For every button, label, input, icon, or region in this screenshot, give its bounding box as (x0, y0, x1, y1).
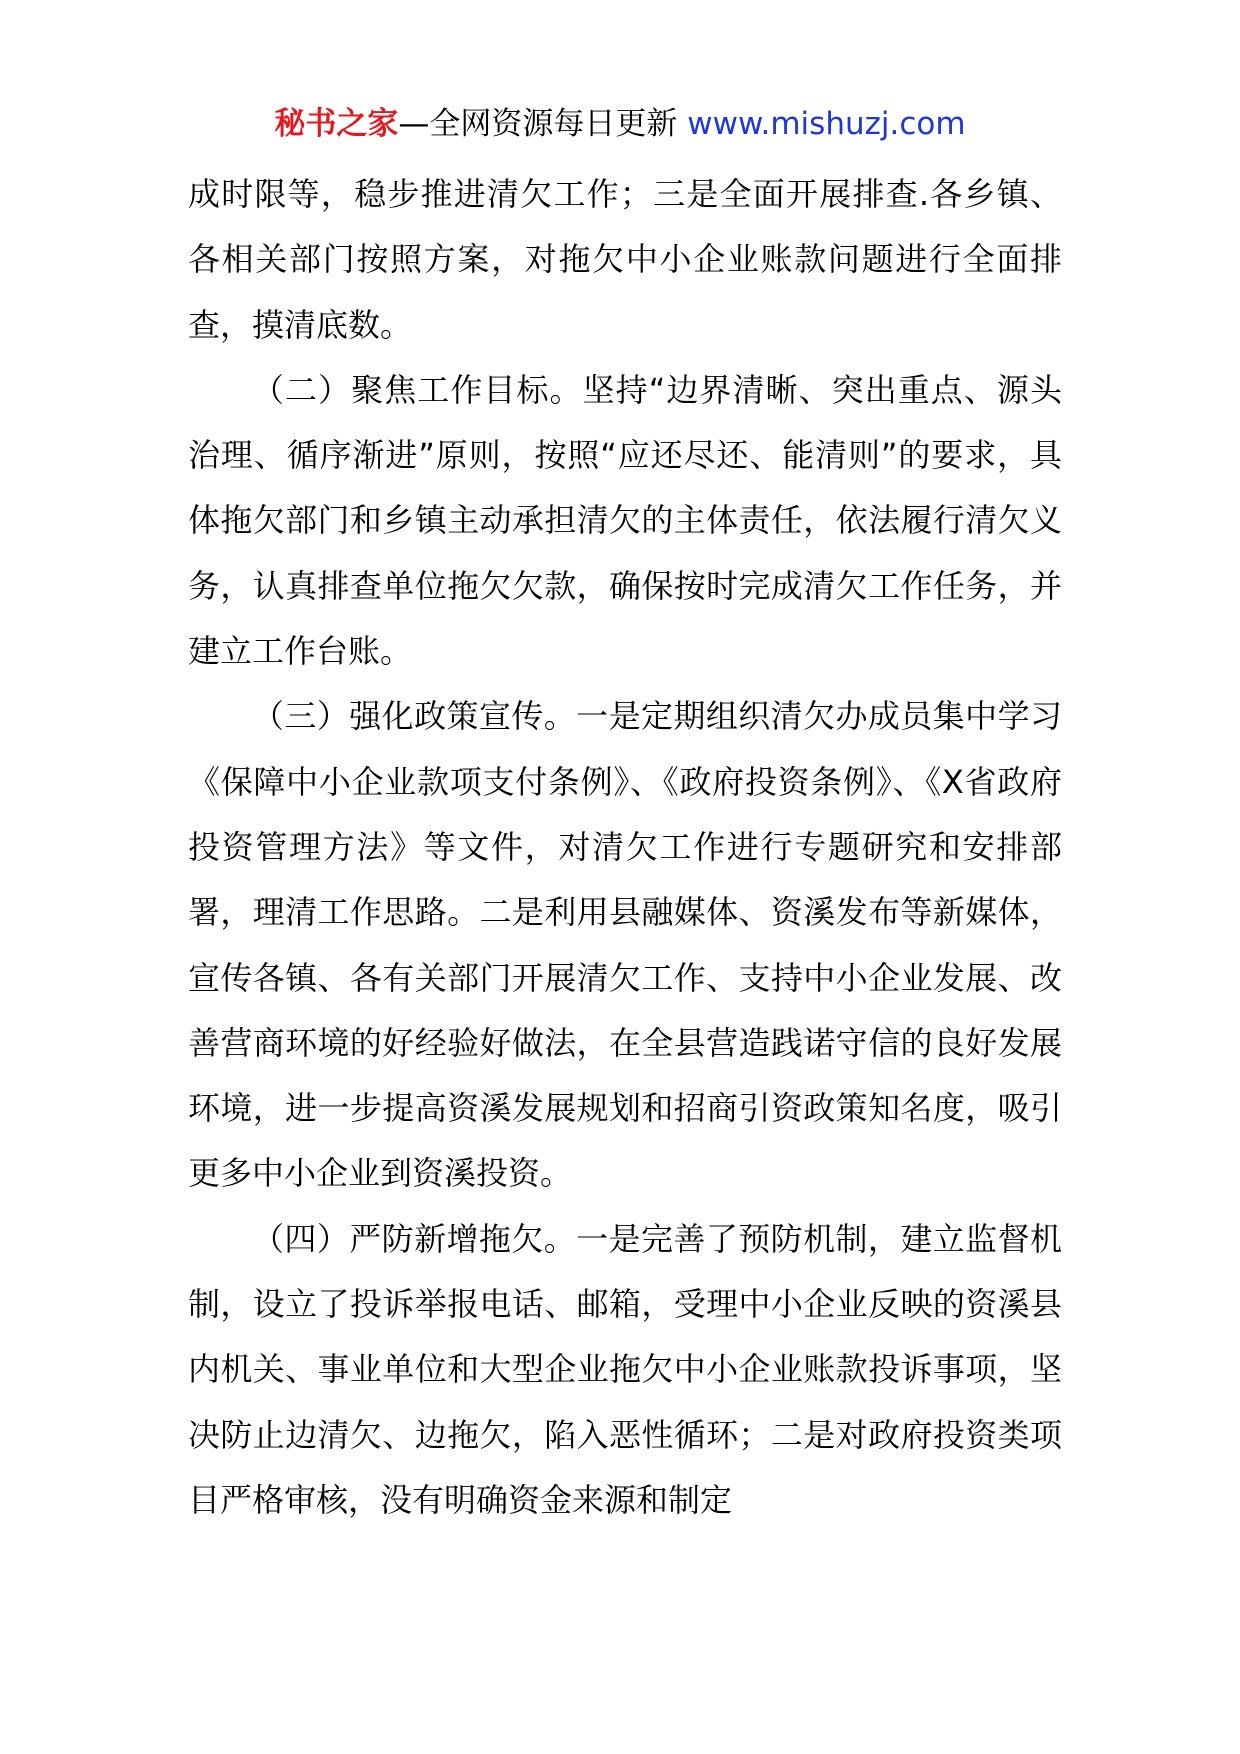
site-url-link[interactable]: www.mishuzj.com (687, 106, 966, 142)
document-body (188, 162, 1062, 1533)
site-tagline: —全网资源每日更新 (398, 106, 678, 142)
site-header (0, 102, 1240, 146)
paragraph-prevent-new-arrears: （四）严防新增拖欠。一是完善了预防机制，建立监督机制，设立了投诉举报电话、邮箱，受理中小企业反映的资溪县内机关、事业单位和大型企业拖欠中小企业账款投诉事项，坚决防止边清欠、边拖欠，陷入恶性循环；二是对政府投资类项目严格审核，没有明确资金来源和制定 (188, 1219, 1062, 1519)
paragraph-focus-goals: （二）聚焦工作目标。坚持“边界清晰、突出重点、源头治理、循序渐进”原则，按照“应还尽还、能清则”的要求，具体拖欠部门和乡镇主动承担清欠的主体责任，依法履行清欠义务，认真排查单位拖欠欠款，确保按时完成清欠工作任务，并建立工作台账。 (188, 370, 1062, 671)
paragraph-policy-promotion: （三）强化政策宣传。一是定期组织清欠办成员集中学习《保障中小企业款项支付条例》、《政府投资条例》、《X省政府投资管理方法》等文件，对清欠工作进行专题研究和安排部署，理清工作思路。二是利用县融媒体、资溪发布等新媒体，宣传各镇、各有关部门开展清欠工作、支持中小企业发展、改善营商环境的好经验好做法，在全县营造践诺守信的良好发展环境，进一步提高资溪发展规划和招商引资政策知名度，吸引更多中小企业到资溪投资。 (188, 697, 1062, 1193)
site-brand: 秘书之家 (274, 106, 399, 142)
paragraph-continuation: 成时限等，稳步推进清欠工作；三是全面开展排查.各乡镇、各相关部门按照方案，对拖欠中小企业账款问题进行全面排查，摸清底数。 (188, 175, 1062, 344)
